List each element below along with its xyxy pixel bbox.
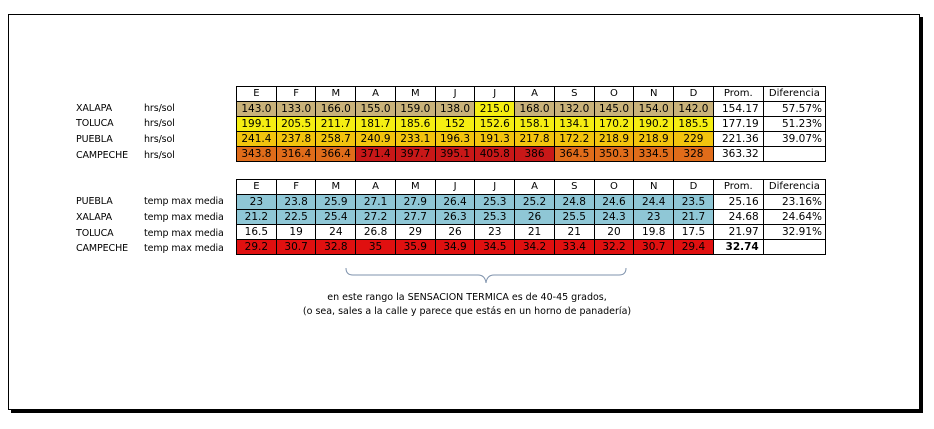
- sun-unit-label: hrs/sol: [144, 134, 175, 145]
- temp-unit-label: temp max media: [144, 212, 224, 223]
- sun-hours-cell: 229: [674, 132, 714, 147]
- diferencia-cell: 57.57%: [763, 102, 825, 117]
- temperature-cell: 17.5: [674, 225, 714, 240]
- diferencia-cell: [763, 240, 825, 255]
- month-header: A: [356, 87, 396, 102]
- sun-hours-cell: 199.1: [237, 117, 277, 132]
- sun-hours-cell: 155.0: [356, 102, 396, 117]
- diferencia-cell: 39.07%: [763, 132, 825, 147]
- sun-hours-cell: 334.5: [634, 147, 674, 162]
- sun-hours-cell: 185.6: [395, 117, 435, 132]
- temperature-cell: 22.5: [276, 210, 316, 225]
- temperature-cell: 26.3: [435, 210, 475, 225]
- temperature-cell: 23: [237, 195, 277, 210]
- sun-hours-cell: 215.0: [475, 102, 515, 117]
- month-header: M: [316, 87, 356, 102]
- sun-hours-cell: 142.0: [674, 102, 714, 117]
- temperature-table: [236, 179, 826, 255]
- temperature-cell: 21.7: [674, 210, 714, 225]
- temperature-cell: 33.4: [554, 240, 594, 255]
- sun-hours-cell: 168.0: [515, 102, 555, 117]
- sun-hours-cell: 191.3: [475, 132, 515, 147]
- temperature-cell: 25.9: [316, 195, 356, 210]
- temperature-cell: 23: [634, 210, 674, 225]
- prom-cell: 25.16: [713, 195, 763, 210]
- temperature-cell: 29.2: [237, 240, 277, 255]
- temperature-cell: 26.8: [356, 225, 396, 240]
- sun-hours-cell: 145.0: [594, 102, 634, 117]
- sun-hours-cell: 218.9: [634, 132, 674, 147]
- month-header: E: [237, 180, 277, 195]
- month-header: N: [634, 87, 674, 102]
- diferencia-cell: 23.16%: [763, 195, 825, 210]
- temperature-cell: 27.9: [395, 195, 435, 210]
- sun-hours-cell: 395.1: [435, 147, 475, 162]
- temperature-cell: 26: [435, 225, 475, 240]
- sun-hours-cell: 364.5: [554, 147, 594, 162]
- table-row: [237, 240, 826, 255]
- table-row: [237, 132, 826, 147]
- sun-hours-cell: 133.0: [276, 102, 316, 117]
- prom-cell: 21.97: [713, 225, 763, 240]
- sun-hours-cell: 258.7: [316, 132, 356, 147]
- temp-city-label: PUEBLA: [76, 196, 113, 207]
- temperature-cell: 24.4: [634, 195, 674, 210]
- temperature-cell: 35.9: [395, 240, 435, 255]
- temperature-cell: 26.4: [435, 195, 475, 210]
- month-header: N: [634, 180, 674, 195]
- month-header: S: [554, 87, 594, 102]
- prom-cell: 177.19: [713, 117, 763, 132]
- sun-hours-cell: 172.2: [554, 132, 594, 147]
- sun-hours-cell: 343.8: [237, 147, 277, 162]
- sun-city-label: CAMPECHE: [76, 150, 129, 161]
- month-header: A: [515, 87, 555, 102]
- temperature-cell: 34.5: [475, 240, 515, 255]
- month-header: J: [475, 87, 515, 102]
- sun-hours-cell: 170.2: [594, 117, 634, 132]
- temperature-cell: 29.4: [674, 240, 714, 255]
- temperature-cell: 23.5: [674, 195, 714, 210]
- sun-hours-cell: 152: [435, 117, 475, 132]
- temperature-cell: 27.7: [395, 210, 435, 225]
- prom-cell: 363.32: [713, 147, 763, 162]
- sun-unit-label: hrs/sol: [144, 118, 175, 129]
- temperature-cell: 24: [316, 225, 356, 240]
- sun-hours-cell: 143.0: [237, 102, 277, 117]
- sun-hours-cell: 218.9: [594, 132, 634, 147]
- diferencia-cell: 24.64%: [763, 210, 825, 225]
- month-header: J: [475, 180, 515, 195]
- sun-hours-cell: 138.0: [435, 102, 475, 117]
- month-header: F: [276, 87, 316, 102]
- temp-city-label: XALAPA: [76, 212, 113, 223]
- prom-cell: 221.36: [713, 132, 763, 147]
- temperature-cell: 25.2: [515, 195, 555, 210]
- temperature-cell: 26: [515, 210, 555, 225]
- temperature-cell: 34.2: [515, 240, 555, 255]
- sun-hours-cell: 397.7: [395, 147, 435, 162]
- month-header: D: [674, 87, 714, 102]
- sun-city-label: XALAPA: [76, 103, 113, 114]
- temperature-cell: 16.5: [237, 225, 277, 240]
- sun-hours-cell: 154.0: [634, 102, 674, 117]
- month-header: M: [316, 180, 356, 195]
- diferencia-header: Diferencia: [763, 87, 825, 102]
- sun-hours-cell: 211.7: [316, 117, 356, 132]
- table-row: [237, 195, 826, 210]
- sun-hours-cell: 190.2: [634, 117, 674, 132]
- sun-unit-label: hrs/sol: [144, 103, 175, 114]
- temperature-cell: 27.2: [356, 210, 396, 225]
- sun-hours-cell: 350.3: [594, 147, 634, 162]
- sun-hours-cell: 185.5: [674, 117, 714, 132]
- table-row: [237, 210, 826, 225]
- diferencia-cell: 32.91%: [763, 225, 825, 240]
- temperature-cell: 32.8: [316, 240, 356, 255]
- temp-unit-label: temp max media: [144, 196, 224, 207]
- month-header: A: [515, 180, 555, 195]
- sun-hours-cell: 158.1: [515, 117, 555, 132]
- sun-hours-cell: 132.0: [554, 102, 594, 117]
- table-row: [237, 117, 826, 132]
- sun-hours-cell: 233.1: [395, 132, 435, 147]
- sun-hours-cell: 366.4: [316, 147, 356, 162]
- temperature-cell: 25.4: [316, 210, 356, 225]
- sun-unit-label: hrs/sol: [144, 150, 175, 161]
- temperature-cell: 19: [276, 225, 316, 240]
- temperature-cell: 21.2: [237, 210, 277, 225]
- month-header: A: [356, 180, 396, 195]
- sun-hours-cell: 217.8: [515, 132, 555, 147]
- sun-hours-cell: 328: [674, 147, 714, 162]
- temperature-cell: 34.9: [435, 240, 475, 255]
- sun-hours-cell: 181.7: [356, 117, 396, 132]
- month-header: F: [276, 180, 316, 195]
- sun-hours-cell: 405.8: [475, 147, 515, 162]
- temperature-cell: 35: [356, 240, 396, 255]
- temperature-cell: 19.8: [634, 225, 674, 240]
- month-header: M: [395, 87, 435, 102]
- sun-hours-cell: 166.0: [316, 102, 356, 117]
- range-brace: [345, 267, 627, 287]
- prom-cell: 32.74: [713, 240, 763, 255]
- note-line-2: (o sea, sales a la calle y parece que estás en un horno de panadería): [302, 306, 632, 317]
- sun-hours-cell: 152.6: [475, 117, 515, 132]
- sun-hours-cell: 241.4: [237, 132, 277, 147]
- temperature-cell: 27.1: [356, 195, 396, 210]
- temp-unit-label: temp max media: [144, 228, 224, 239]
- temperature-cell: 29: [395, 225, 435, 240]
- sun-hours-cell: 316.4: [276, 147, 316, 162]
- temp-unit-label: temp max media: [144, 243, 224, 254]
- sun-city-label: TOLUCA: [76, 118, 114, 129]
- temp-city-label: TOLUCA: [76, 228, 114, 239]
- diferencia-header: Diferencia: [763, 180, 825, 195]
- sun-hours-cell: 159.0: [395, 102, 435, 117]
- temperature-cell: 23.8: [276, 195, 316, 210]
- month-header: J: [435, 87, 475, 102]
- prom-cell: 24.68: [713, 210, 763, 225]
- temperature-cell: 30.7: [276, 240, 316, 255]
- table-row: [237, 225, 826, 240]
- temperature-cell: 32.2: [594, 240, 634, 255]
- month-header: O: [594, 180, 634, 195]
- sun-hours-cell: 134.1: [554, 117, 594, 132]
- prom-header: Prom.: [713, 180, 763, 195]
- temperature-cell: 25.5: [554, 210, 594, 225]
- header-row: [237, 180, 826, 195]
- temperature-cell: 21: [515, 225, 555, 240]
- temperature-cell: 24.8: [554, 195, 594, 210]
- temperature-cell: 21: [554, 225, 594, 240]
- sun-hours-cell: 237.8: [276, 132, 316, 147]
- diferencia-cell: 51.23%: [763, 117, 825, 132]
- month-header: D: [674, 180, 714, 195]
- month-header: J: [435, 180, 475, 195]
- sun-hours-cell: 205.5: [276, 117, 316, 132]
- prom-header: Prom.: [713, 87, 763, 102]
- table-row: [237, 102, 826, 117]
- sun-hours-table: [236, 86, 826, 162]
- sun-hours-cell: 196.3: [435, 132, 475, 147]
- temperature-cell: 24.3: [594, 210, 634, 225]
- sun-hours-cell: 371.4: [356, 147, 396, 162]
- temperature-cell: 23: [475, 225, 515, 240]
- header-row: [237, 87, 826, 102]
- month-header: S: [554, 180, 594, 195]
- prom-cell: 154.17: [713, 102, 763, 117]
- sun-city-label: PUEBLA: [76, 134, 113, 145]
- note-line-1: en este rango la SENSACION TERMICA es de 40-45 grados,: [327, 292, 607, 303]
- table-row: [237, 147, 826, 162]
- temperature-cell: 25.3: [475, 195, 515, 210]
- month-header: E: [237, 87, 277, 102]
- temperature-cell: 30.7: [634, 240, 674, 255]
- month-header: O: [594, 87, 634, 102]
- temp-city-label: CAMPECHE: [76, 243, 129, 254]
- sun-hours-cell: 386: [515, 147, 555, 162]
- temperature-cell: 24.6: [594, 195, 634, 210]
- diferencia-cell: [763, 147, 825, 162]
- temperature-cell: 20: [594, 225, 634, 240]
- temperature-cell: 25.3: [475, 210, 515, 225]
- month-header: M: [395, 180, 435, 195]
- sun-hours-cell: 240.9: [356, 132, 396, 147]
